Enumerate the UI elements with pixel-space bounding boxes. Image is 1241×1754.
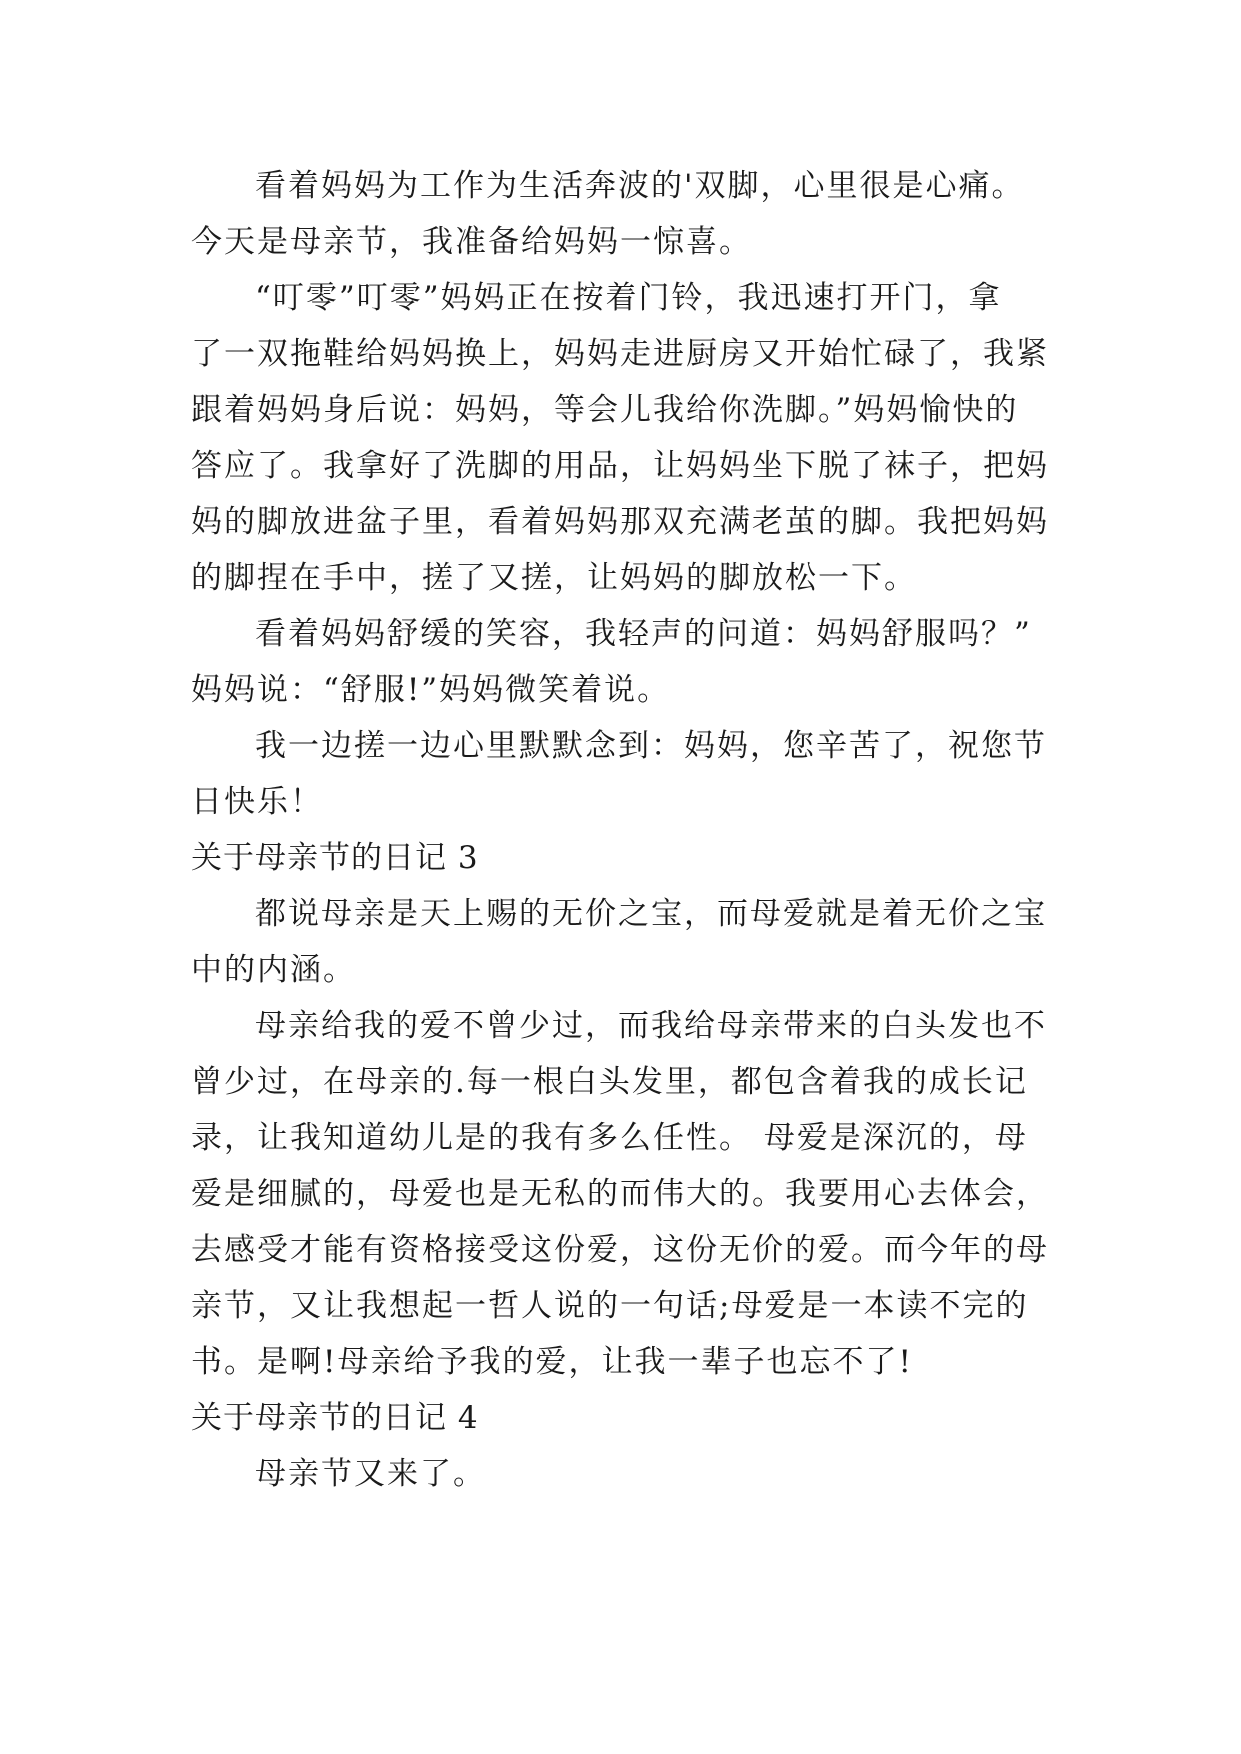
text-line: “叮零”叮零”妈妈正在按着门铃，我迅速打开门，拿 [255, 280, 1002, 316]
section-heading-3: 关于母亲节的日记 3 [191, 840, 479, 876]
paragraph-2 [191, 270, 1051, 606]
text-line: 妈妈说：“舒服!”妈妈微笑着说。 [191, 672, 671, 708]
text-line: 曾少过，在母亲的.每一根白头发里，都包含着我的成长记 [191, 1064, 1028, 1100]
text-line: 日快乐！ [191, 784, 323, 820]
text-line: 答应了。我拿好了洗脚的用品，让妈妈坐下脱了袜子，把妈 [191, 448, 1049, 484]
text-line: 妈的脚放进盆子里，看着妈妈那双充满老茧的脚。我把妈妈 [191, 504, 1049, 540]
paragraph-6 [191, 998, 1051, 1390]
text-line: 今天是母亲节，我准备给妈妈一惊喜。 [191, 224, 752, 260]
section-heading-4: 关于母亲节的日记 4 [191, 1400, 479, 1436]
paragraph-4 [191, 718, 1051, 830]
text-line: 母亲给我的爱不曾少过，而我给母亲带来的白头发也不 [255, 1008, 1047, 1044]
text-line: 亲节，又让我想起一哲人说的一句话;母爱是一本读不完的 [191, 1288, 1029, 1324]
text-line: 我一边搓一边心里默默念到：妈妈，您辛苦了，祝您节 [255, 728, 1047, 764]
text-line: 去感受才能有资格接受这份爱，这份无价的爱。而今年的母 [191, 1232, 1049, 1268]
text-line: 书。是啊!母亲给予我的爱，让我一辈子也忘不了! [191, 1344, 913, 1380]
text-line: 的脚捏在手中，搓了又搓，让妈妈的脚放松一下。 [191, 560, 917, 596]
text-line: 都说母亲是天上赐的无价之宝，而母爱就是着无价之宝 [255, 896, 1047, 932]
text-line: 了一双拖鞋给妈妈换上，妈妈走进厨房又开始忙碌了，我紧 [191, 336, 1049, 372]
text-line: 中的内涵。 [191, 952, 356, 988]
paragraph-7 [191, 1446, 1051, 1502]
paragraph-3 [191, 606, 1051, 718]
text-line: 爱是细腻的，母爱也是无私的而伟大的。我要用心去体会， [191, 1176, 1049, 1212]
text-line: 看着妈妈为工作为生活奔波的'双脚，心里很是心痛。 [255, 168, 1025, 204]
text-line: 录，让我知道幼儿是的我有多么任性。 母爱是深沉的，母 [191, 1120, 1028, 1156]
text-line: 跟着妈妈身后说：妈妈，等会儿我给你洗脚。”妈妈愉快的 [191, 392, 1019, 428]
document-page [191, 158, 1051, 1502]
text-line: 看着妈妈舒缓的笑容，我轻声的问道：妈妈舒服吗？” [255, 616, 1032, 652]
paragraph-5 [191, 886, 1051, 998]
text-line: 母亲节又来了。 [255, 1456, 486, 1492]
paragraph-1 [191, 158, 1051, 270]
